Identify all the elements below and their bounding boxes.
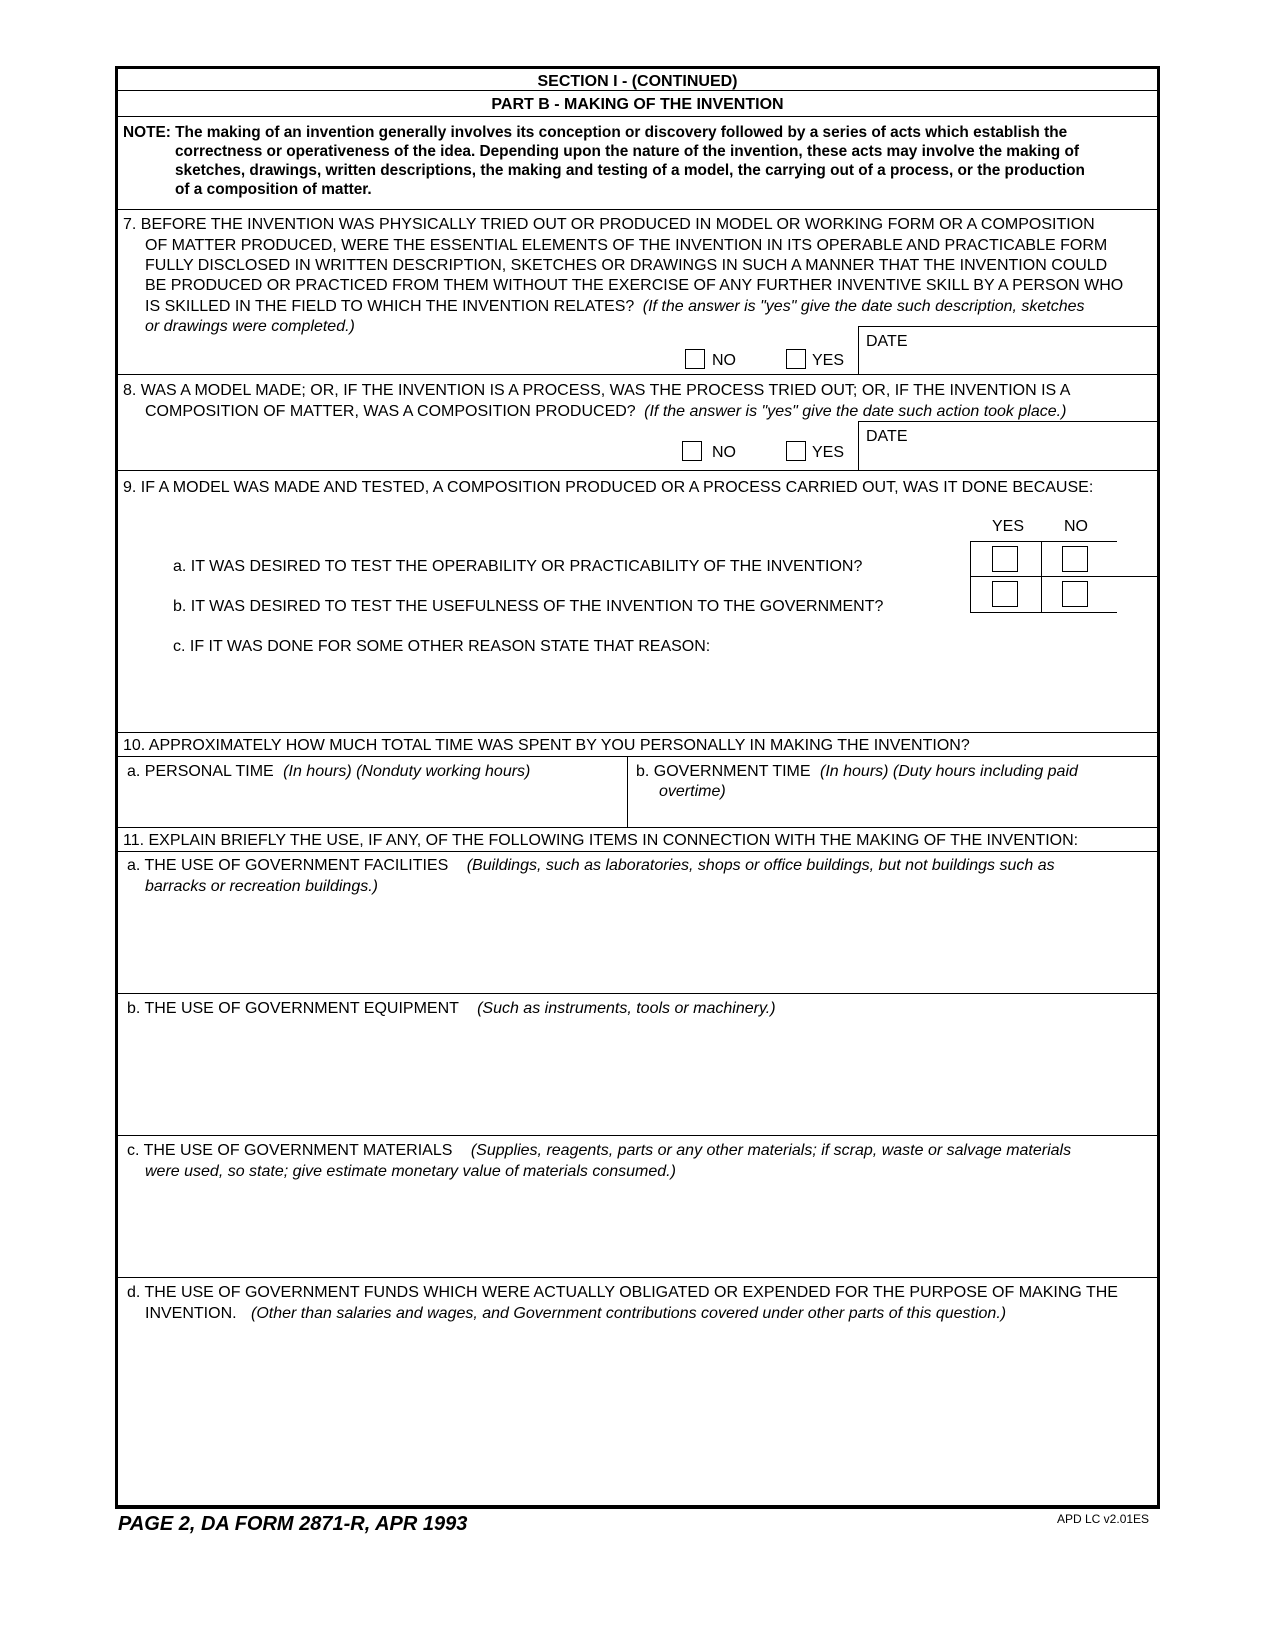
divider xyxy=(118,116,1157,117)
q9c-text: c. IF IT WAS DONE FOR SOME OTHER REASON STATE THAT REASON: xyxy=(173,638,711,655)
q11c-italic: (Supplies, reagents, parts or any other materials; if scrap, waste or salvage materials xyxy=(470,1142,1072,1159)
q10a-italic: (In hours) (Nonduty working hours) xyxy=(283,763,531,780)
q7-date-label: DATE xyxy=(866,333,908,350)
q10b-label xyxy=(636,761,1078,782)
part-title: PART B - MAKING OF THE INVENTION xyxy=(491,96,784,113)
divider xyxy=(858,421,1157,422)
q11b-italic: (Such as instruments, tools or machinery.) xyxy=(477,1000,776,1017)
note-line-2: correctness or operativeness of the idea. Depending upon the nature of the invention, these acts may involve the making of xyxy=(175,143,1079,160)
divider xyxy=(1041,541,1042,613)
q8-line-2 xyxy=(145,401,1066,422)
q10b-italic: (In hours) (Duty hours including paid xyxy=(820,763,1078,780)
form-page xyxy=(115,66,1160,1509)
q11b-label xyxy=(127,998,776,1019)
divider xyxy=(118,90,1157,91)
q11a-italic: (Buildings, such as laboratories, shops or office buildings, but not buildings such as xyxy=(466,857,1055,874)
q11c-italic-2: were used, so state; give estimate monetary value of materials consumed.) xyxy=(145,1163,676,1180)
q7-line-5-text: IS SKILLED IN THE FIELD TO WHICH THE INVENTION RELATES? xyxy=(145,298,635,315)
q11d-label-2: INVENTION. xyxy=(145,1305,237,1322)
q8-yes-label: YES xyxy=(812,444,845,461)
q11a-label-text: a. THE USE OF GOVERNMENT FACILITIES xyxy=(127,857,449,874)
q9b-yes-checkbox[interactable] xyxy=(992,581,1018,607)
q7-italic-a: (If the answer is "yes" give the date such description, sketches xyxy=(642,298,1085,315)
note-line-4: of a composition of matter. xyxy=(175,181,372,198)
q7-line-2: OF MATTER PRODUCED, WERE THE ESSENTIAL ELEMENTS OF THE INVENTION IN ITS OPERABLE AND PRACTICABLE FORM xyxy=(145,237,1108,254)
q7-no-label: NO xyxy=(712,352,736,369)
q11d-label: d. THE USE OF GOVERNMENT FUNDS WHICH WERE ACTUALLY OBLIGATED OR EXPENDED FOR THE PURPOSE OF MAKING THE xyxy=(127,1284,1118,1301)
q11c-label xyxy=(127,1140,1071,1161)
q9b-text: b. IT WAS DESIRED TO TEST THE USEFULNESS OF THE INVENTION TO THE GOVERNMENT? xyxy=(173,598,884,615)
section-title: SECTION I - (CONTINUED) xyxy=(537,73,738,90)
q9c-reason-field[interactable] xyxy=(173,661,1143,729)
divider xyxy=(118,1277,1157,1278)
form-identifier: PAGE 2, DA FORM 2871-R, APR 1993 xyxy=(118,1513,468,1535)
q11a-italic-2: barracks or recreation buildings.) xyxy=(145,878,378,895)
q8-yes-checkbox[interactable] xyxy=(786,441,806,461)
q11c-label-text: c. THE USE OF GOVERNMENT MATERIALS xyxy=(127,1142,453,1159)
q7-no-checkbox[interactable] xyxy=(685,349,705,369)
version-code: APD LC v2.01ES xyxy=(1057,1512,1150,1526)
q11-title: 11. EXPLAIN BRIEFLY THE USE, IF ANY, OF THE FOLLOWING ITEMS IN CONNECTION WITH THE MAKING OF THE INVENTION: xyxy=(123,832,1079,849)
q8-date-field[interactable] xyxy=(860,443,1150,469)
q7-italic-b: or drawings were completed.) xyxy=(145,318,355,335)
q11b-label-text: b. THE USE OF GOVERNMENT EQUIPMENT xyxy=(127,1000,459,1017)
q11d-funds-field[interactable] xyxy=(127,1327,1147,1502)
q9a-text: a. IT WAS DESIRED TO TEST THE OPERABILITY OR PRACTICABILITY OF THE INVENTION? xyxy=(173,558,863,575)
divider xyxy=(118,209,1157,210)
divider xyxy=(858,326,1157,327)
q7-yes-label: YES xyxy=(812,352,845,369)
divider xyxy=(118,374,1157,375)
divider xyxy=(118,993,1157,994)
q10b-italic-2: overtime) xyxy=(659,783,726,800)
q11d-italic: (Other than salaries and wages, and Government contributions covered under other parts of this question.) xyxy=(251,1305,1007,1322)
q7-date-field[interactable] xyxy=(860,347,1150,373)
q7-line-4: BE PRODUCED OR PRACTICED FROM THEM WITHOUT THE EXERCISE OF ANY FURTHER INVENTIVE SKILL BY A PERSON WHO xyxy=(145,277,1124,294)
q9-yes-header: YES xyxy=(992,518,1025,535)
q7-line-3: FULLY DISCLOSED IN WRITTEN DESCRIPTION, SKETCHES OR DRAWINGS IN SUCH A MANNER THAT THE INVENTION COULD xyxy=(145,257,1108,274)
q8-date-label: DATE xyxy=(866,428,908,445)
q7-yes-checkbox[interactable] xyxy=(786,349,806,369)
q11a-label xyxy=(127,855,1055,876)
divider xyxy=(118,827,1157,828)
divider xyxy=(970,576,1157,577)
note-line-3: sketches, drawings, written descriptions, the making and testing of a model, the carrying out of a process, or the production xyxy=(175,162,1085,179)
q11a-facilities-field[interactable] xyxy=(127,899,1147,989)
divider xyxy=(118,756,1157,757)
divider xyxy=(118,851,1157,852)
divider xyxy=(627,756,628,827)
q8-line-2-text: COMPOSITION OF MATTER, WAS A COMPOSITION PRODUCED? xyxy=(145,403,636,420)
q8-no-checkbox[interactable] xyxy=(682,441,702,461)
q10a-label xyxy=(127,761,530,782)
q10b-label-text: b. GOVERNMENT TIME xyxy=(636,763,811,780)
divider xyxy=(118,1135,1157,1136)
q11d-line-2 xyxy=(145,1303,1006,1324)
q9a-yes-checkbox[interactable] xyxy=(992,546,1018,572)
q10-title: 10. APPROXIMATELY HOW MUCH TOTAL TIME WAS SPENT BY YOU PERSONALLY IN MAKING THE INVENTION? xyxy=(123,737,970,754)
divider xyxy=(858,421,859,470)
divider xyxy=(118,732,1157,733)
q7-line-5 xyxy=(145,296,1085,317)
q9b-no-checkbox[interactable] xyxy=(1062,581,1088,607)
q8-no-label: NO xyxy=(712,444,736,461)
q8-line-1: 8. WAS A MODEL MADE; OR, IF THE INVENTION IS A PROCESS, WAS THE PROCESS TRIED OUT; OR, IF THE INVENTION IS A xyxy=(123,382,1071,399)
q11c-materials-field[interactable] xyxy=(127,1184,1147,1274)
q10b-government-time-field[interactable] xyxy=(632,804,1147,825)
q11b-equipment-field[interactable] xyxy=(127,1021,1147,1131)
note-line-1: NOTE: The making of an invention generally involves its conception or discovery followed by a series of acts which establish the xyxy=(123,124,1068,141)
q9-title: 9. IF A MODEL WAS MADE AND TESTED, A COMPOSITION PRODUCED OR A PROCESS CARRIED OUT, WAS IT DONE BECAUSE: xyxy=(123,479,1094,496)
q9a-no-checkbox[interactable] xyxy=(1062,546,1088,572)
divider xyxy=(118,470,1157,471)
q10a-label-text: a. PERSONAL TIME xyxy=(127,763,274,780)
divider xyxy=(858,326,859,374)
q9-no-header: NO xyxy=(1064,518,1088,535)
q10a-personal-time-field[interactable] xyxy=(127,784,622,824)
q7-line-1: 7. BEFORE THE INVENTION WAS PHYSICALLY TRIED OUT OR PRODUCED IN MODEL OR WORKING FORM OR A COMPOSITION xyxy=(123,216,1095,233)
q8-italic: (If the answer is "yes" give the date such action took place.) xyxy=(644,403,1067,420)
